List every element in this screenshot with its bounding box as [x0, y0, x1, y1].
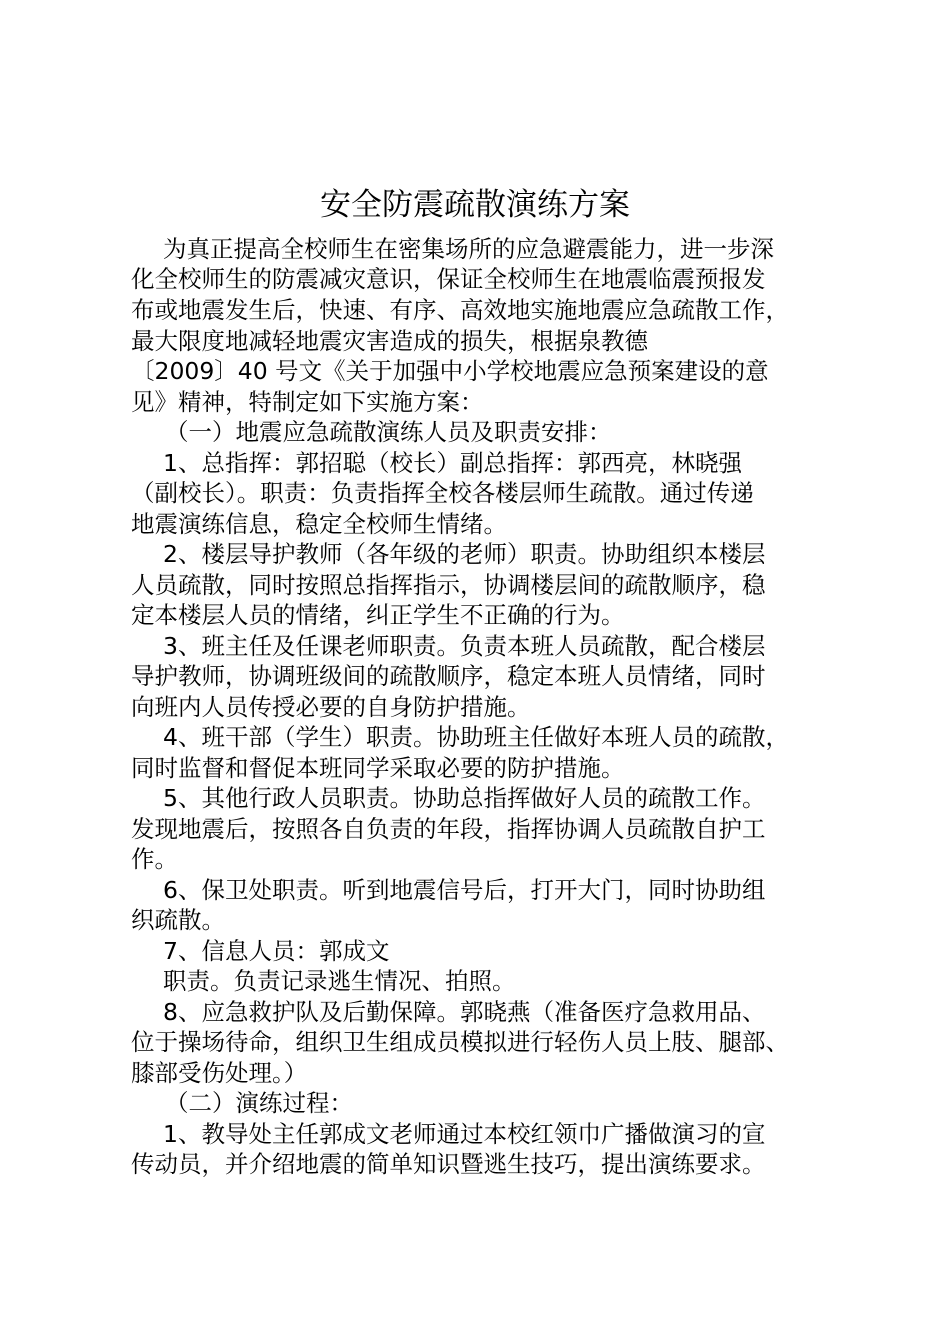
paragraph-line: 4、班干部（学生）职责。协助班主任做好本班人员的疏散， — [163, 723, 789, 751]
paragraph-line: 地震演练信息，稳定全校师生情绪。 — [131, 510, 507, 538]
section-heading: （二）演练过程： — [165, 1089, 353, 1117]
paragraph-line: 传动员，并介绍地震的简单知识暨逃生技巧，提出演练要求。 — [131, 1150, 766, 1178]
paragraph-line: 位于操场待命，组织卫生组成员模拟进行轻伤人员上肢、腿部、 — [131, 1028, 789, 1056]
section-heading: （一）地震应急疏散演练人员及职责安排： — [165, 418, 612, 446]
paragraph-line: 定本楼层人员的情绪，纠正学生不正确的行为。 — [131, 601, 625, 629]
paragraph-line: 作。 — [131, 845, 178, 873]
paragraph-line: 织疏散。 — [131, 906, 225, 934]
paragraph-line: （副校长）。职责：负责指挥全校各楼层师生疏散。通过传递 — [131, 479, 754, 507]
paragraph-line: 发现地震后，按照各自负责的年段，指挥协调人员疏散自护工 — [131, 815, 766, 843]
paragraph-line: 5、其他行政人员职责。协助总指挥做好人员的疏散工作。 — [163, 784, 766, 812]
paragraph-line: 向班内人员传授必要的自身防护措施。 — [131, 693, 531, 721]
paragraph-line: 布或地震发生后，快速、有序、高效地实施地震应急疏散工作， — [131, 296, 789, 324]
paragraph-line: 化全校师生的防震减灾意识，保证全校师生在地震临震预报发 — [131, 265, 766, 293]
paragraph-line: 职责。负责记录逃生情况、拍照。 — [163, 967, 516, 995]
paragraph-line: 1、教导处主任郭成文老师通过本校红领巾广播做演习的宣 — [163, 1120, 766, 1148]
paragraph-line: 〔2009〕40 号文《关于加强中小学校地震应急预案建设的意 — [131, 357, 769, 385]
document-title: 安全防震疏散演练方案 — [320, 187, 630, 223]
paragraph-line: 最大限度地减轻地震灾害造成的损失，根据泉教德 — [131, 327, 648, 355]
paragraph-line: 2、楼层导护教师（各年级的老师）职责。协助组织本楼层 — [163, 540, 766, 568]
paragraph-line: 7、信息人员：郭成文 — [163, 937, 390, 965]
paragraph-line: 3、班主任及任课老师职责。负责本班人员疏散，配合楼层 — [163, 632, 766, 660]
paragraph-line: 1、总指挥：郭招聪（校长）副总指挥：郭西亮，林晓强 — [163, 449, 742, 477]
paragraph-line: 8、应急救护队及后勤保障。郭晓燕（准备医疗急救用品、 — [163, 998, 766, 1026]
paragraph-line: 膝部受伤处理。） — [131, 1059, 308, 1087]
paragraph-line: 导护教师，协调班级间的疏散顺序，稳定本班人员情绪，同时 — [131, 662, 766, 690]
paragraph-line: 为真正提高全校师生在密集场所的应急避震能力，进一步深 — [163, 235, 774, 263]
paragraph-line: 人员疏散，同时按照总指挥指示，协调楼层间的疏散顺序，稳 — [131, 571, 766, 599]
paragraph-line: 6、保卫处职责。听到地震信号后，打开大门，同时协助组 — [163, 876, 766, 904]
paragraph-line: 同时监督和督促本班同学采取必要的防护措施。 — [131, 754, 625, 782]
paragraph-line: 见》精神，特制定如下实施方案： — [131, 388, 484, 416]
